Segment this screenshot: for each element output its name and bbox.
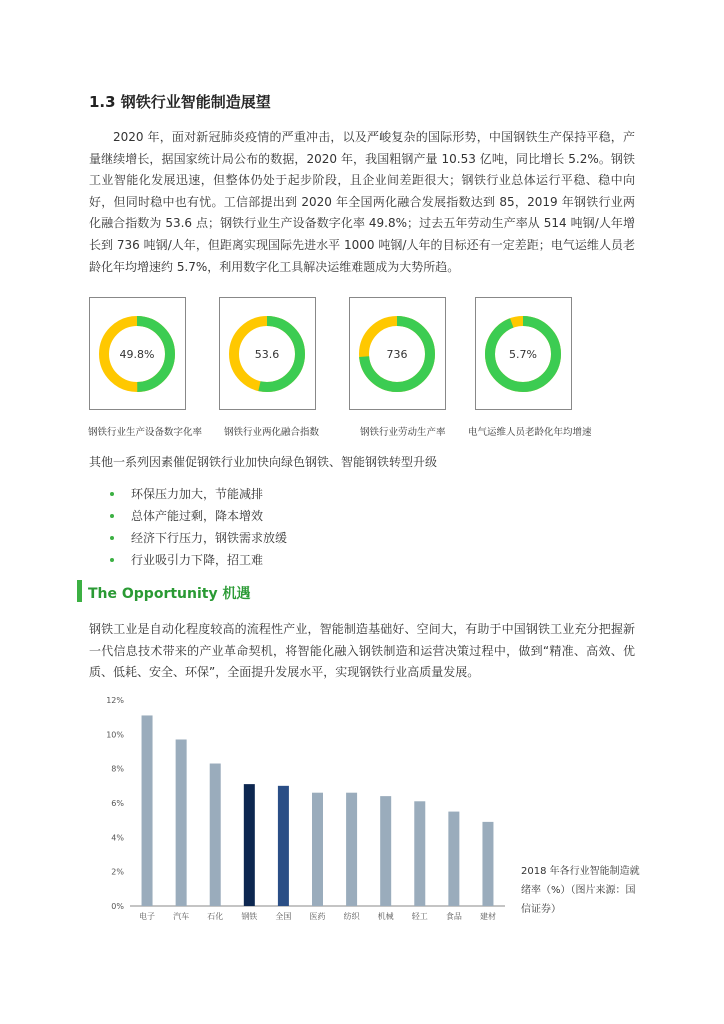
drivers-intro: 其他一系列因素催促钢铁行业加快向绿色钢铁、智能钢铁转型升级 bbox=[89, 455, 438, 469]
y-tick-label: 4% bbox=[111, 833, 124, 843]
bar bbox=[244, 784, 255, 906]
x-tick-label: 钢铁 bbox=[241, 912, 258, 921]
list-item-text: 环保压力加大，节能减排 bbox=[131, 487, 264, 501]
kpi-value: 736 bbox=[386, 348, 408, 361]
kpi-card bbox=[475, 297, 572, 410]
kpi-value: 5.7% bbox=[509, 348, 537, 361]
x-tick-label: 汽车 bbox=[173, 912, 190, 921]
bar bbox=[380, 796, 391, 906]
list-item bbox=[110, 483, 287, 505]
list-item bbox=[110, 527, 287, 549]
x-tick-label: 食品 bbox=[445, 912, 462, 921]
x-tick-label: 纺织 bbox=[343, 912, 360, 921]
bullet-dot-icon bbox=[110, 492, 114, 496]
drivers-list bbox=[110, 483, 287, 571]
y-tick-label: 10% bbox=[106, 730, 124, 740]
x-tick-label: 医药 bbox=[309, 912, 326, 921]
list-item bbox=[110, 505, 287, 527]
list-item bbox=[110, 549, 287, 571]
list-item-text: 行业吸引力下降，招工难 bbox=[131, 553, 264, 567]
x-tick-label: 全国 bbox=[275, 912, 292, 921]
y-tick-label: 0% bbox=[111, 902, 124, 911]
donut-chart bbox=[220, 298, 315, 409]
y-tick-label: 8% bbox=[111, 764, 124, 774]
kpi-label: 电气运维人员老龄化年均增速 bbox=[468, 427, 592, 438]
y-tick-label: 12% bbox=[106, 696, 124, 705]
kpi-card bbox=[89, 297, 186, 410]
bar bbox=[448, 812, 459, 906]
kpi-label: 钢铁行业劳动生产率 bbox=[360, 427, 446, 438]
x-tick-label: 石化 bbox=[207, 912, 224, 921]
x-tick-label: 轻工 bbox=[411, 912, 428, 921]
opportunity-accent-bar bbox=[77, 580, 82, 602]
intro-paragraph: 2020 年，面对新冠肺炎疫情的严重冲击，以及严峻复杂的国际形势，中国钢铁生产保持平稳，产量继续增长，据国家统计局公布的数据，2020 年，我国粗钢产量 10.53 亿吨，同比增长 5.2%。钢铁工业智能化发展迅速，但整体仍处于起步阶段，且企业间差距很大；钢铁行业总体运行平稳、稳中向好，但同时稳中也有忧。工信部提出到 2020 年全国两化融合发展指数达到 85，2019 年钢铁行业两化融合指数为 53.6 点；钢铁行业生产设备数字化率 49.8%；过去五年劳动生产率从 514 吨钢/人年增长到 736 吨钢/人年，但距离实现国际先进水平 1000 吨钢/人年的目标还有一定差距；电气运维人员老龄化年均增速约 5.7%，利用数字化工具解决运维难题成为大势所趋。 bbox=[89, 130, 635, 274]
opportunity-title: The Opportunity 机遇 bbox=[88, 586, 251, 602]
donut-chart bbox=[476, 298, 571, 409]
x-tick-label: 建材 bbox=[479, 912, 496, 921]
readiness-bar-chart bbox=[100, 690, 520, 930]
bar bbox=[278, 786, 289, 906]
kpi-value: 49.8% bbox=[119, 348, 155, 361]
list-item-text: 经济下行压力，钢铁需求放缓 bbox=[131, 531, 288, 545]
y-tick-label: 2% bbox=[111, 867, 124, 877]
bar bbox=[210, 764, 221, 906]
x-tick-label: 机械 bbox=[377, 912, 394, 921]
opportunity-paragraph: 钢铁工业是自动化程度较高的流程性产业，智能制造基础好、空间大，有助于中国钢铁工业充分把握新一代信息技术带来的产业革命契机，将智能化融入钢铁制造和运营决策过程中，做到“精准、高效、优质、低耗、安全、环保”，全面提升发展水平，实现钢铁行业高质量发展。 bbox=[89, 622, 635, 680]
bar bbox=[414, 801, 425, 906]
bullet-dot-icon bbox=[110, 514, 114, 518]
bullet-dot-icon bbox=[110, 558, 114, 562]
bar bbox=[482, 822, 493, 906]
bar bbox=[176, 739, 187, 906]
bullet-dot-icon bbox=[110, 536, 114, 540]
donut-chart bbox=[350, 298, 445, 409]
list-item-text: 总体产能过剩，降本增效 bbox=[131, 509, 264, 523]
section-title: 1.3 钢铁行业智能制造展望 bbox=[89, 93, 271, 111]
donut-chart bbox=[90, 298, 185, 409]
kpi-value: 53.6 bbox=[254, 348, 280, 361]
kpi-label: 钢铁行业生产设备数字化率 bbox=[88, 427, 203, 438]
y-tick-label: 6% bbox=[111, 799, 124, 808]
kpi-label: 钢铁行业两化融合指数 bbox=[224, 427, 320, 438]
kpi-card bbox=[349, 297, 446, 410]
chart-caption: 2018 年各行业智能制造就绪率（%）（图片来源：国信证券） bbox=[521, 866, 640, 915]
x-tick-label: 电子 bbox=[139, 912, 156, 921]
bar bbox=[142, 715, 153, 906]
bar bbox=[346, 793, 357, 906]
bar bbox=[312, 793, 323, 906]
kpi-card bbox=[219, 297, 316, 410]
